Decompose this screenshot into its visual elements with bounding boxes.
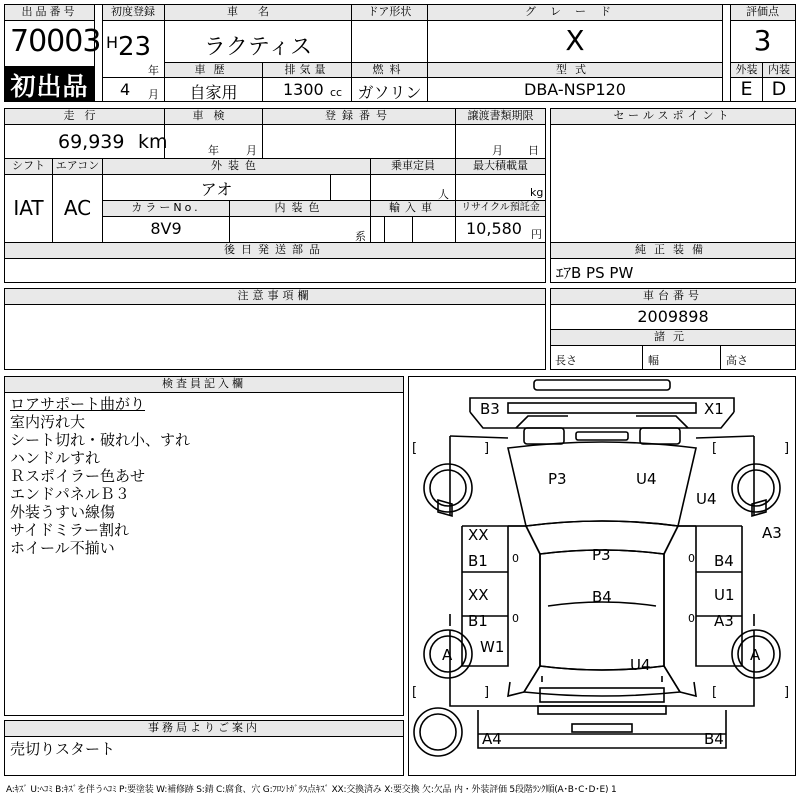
- mark-b4-roof: B4: [592, 588, 612, 606]
- equipment-value: ｴｱB PS PW: [556, 264, 634, 282]
- inspector-line: エンドパネルＢ３: [10, 485, 130, 503]
- inspection-label: 車検: [165, 109, 262, 124]
- inspection-month-unit: 月: [246, 144, 257, 157]
- displacement-label: 排気量: [263, 63, 351, 77]
- ac-value: AC: [63, 196, 92, 220]
- ac-label: エアコン: [53, 159, 102, 174]
- later-parts-label: 後日発送部品: [5, 243, 545, 258]
- mileage-unit: km: [138, 131, 168, 153]
- mark-a-right-rear-wheel: A: [750, 646, 761, 664]
- first-reg-month-unit: 月: [148, 88, 159, 101]
- inspector-line: 外装うすい線傷: [10, 503, 116, 521]
- legend: A:ｷｽﾞ U:ﾍｺﾐ B:ｷｽﾞを伴うﾍｺﾐ P:要塗装 W:補修跡 S:錆 C:腐食、穴 G:ﾌﾛﾝﾄｶﾞﾗｽ点ｷｽﾞ XX:交換済み X:要交換 欠:欠品 内・外装評価 5段階ﾗﾝｸ順(A･B･C･D･E) 1: [6, 785, 617, 795]
- equipment-label: 純正装備: [551, 243, 795, 258]
- sales-point-label: セールスポイント: [551, 109, 795, 124]
- bracket-open: [: [712, 441, 718, 456]
- ext-color: アオ: [200, 180, 233, 199]
- mark-p3-roof: P3: [592, 546, 611, 564]
- capacity-label: 乗車定員: [371, 159, 455, 174]
- recycle-value: 10,580: [466, 219, 522, 238]
- width-label: 幅: [648, 354, 659, 367]
- color-no: 8V9: [150, 219, 182, 238]
- displacement: 1300: [283, 80, 324, 99]
- door-handle-mark: 0: [512, 612, 519, 625]
- mark-b1-left-front-door: B1: [468, 552, 488, 570]
- shift-label: シフト: [5, 159, 52, 174]
- door-handle-mark: 0: [688, 612, 695, 625]
- bracket-close: ]: [784, 685, 790, 700]
- mark-u4-hood: U4: [636, 470, 657, 488]
- length-label: 長さ: [555, 354, 577, 367]
- door-handle-mark: 0: [512, 552, 519, 565]
- mark-u4-back-door: U4: [630, 656, 651, 674]
- fuel-label: 燃料: [352, 63, 427, 77]
- first-reg-month: 4: [120, 80, 131, 99]
- office-label: 事務局よりご案内: [5, 721, 403, 736]
- mark-u4-right-fender: U4: [696, 490, 717, 508]
- ext-grade: E: [740, 78, 753, 100]
- load-label: 最大積載量: [456, 159, 545, 174]
- dims-label: 諸元: [551, 330, 795, 345]
- office-message: 売切りスタート: [10, 740, 116, 758]
- mark-a-left-rear-wheel: A: [442, 646, 453, 664]
- fuel: ガソリン: [357, 83, 422, 102]
- mark-a3-right-rear-door: A3: [714, 612, 734, 630]
- door-label: ドア形状: [352, 5, 427, 21]
- car-diagram: [408, 376, 796, 776]
- mark-a4-rear-left: A4: [482, 730, 502, 748]
- mileage-label: 走行: [5, 109, 164, 124]
- inspector-line: 室内汚れ大: [10, 413, 86, 431]
- displacement-unit: cc: [330, 86, 343, 99]
- int-grade: D: [771, 78, 787, 100]
- inspector-label: 検査員記入欄: [5, 377, 403, 392]
- inspection-year-unit: 年: [208, 144, 219, 157]
- inspector-line: ロアサポート曲がり: [10, 395, 146, 413]
- inspector-line: シート切れ・破れ小、すれ: [10, 431, 191, 449]
- import-label: 輸入車: [371, 201, 455, 216]
- inspector-line: ハンドルすれ: [10, 449, 101, 467]
- int-color-label: 内装色: [230, 201, 370, 216]
- inspector-line: Ｒスポイラー色あせ: [10, 467, 146, 485]
- mark-b3-front-left: B3: [480, 400, 500, 418]
- color-no-label: カラーNo.: [103, 201, 229, 216]
- bracket-open: [: [412, 441, 418, 456]
- first-reg-year: 23: [118, 32, 152, 62]
- mark-xx-left-front-door: XX: [468, 526, 489, 544]
- mark-b4-rear-right: B4: [704, 730, 724, 748]
- history: 自家用: [189, 83, 238, 102]
- chassis-label: 車台番号: [551, 289, 795, 304]
- first-reg-era: H: [106, 33, 119, 52]
- mark-p3-hood: P3: [548, 470, 567, 488]
- recycle-label: リサイクル預託金: [456, 201, 545, 216]
- int-color-unit: 系: [355, 230, 366, 243]
- inspector-lines: [10, 395, 190, 557]
- mark-xx-left-rear-door: XX: [468, 586, 489, 604]
- mark-u1-right-rear-door: U1: [714, 586, 735, 604]
- grade-label: グレード: [428, 5, 722, 21]
- car-name-label: 車名: [165, 5, 351, 21]
- transfer-label: 譲渡書類期限: [456, 109, 545, 124]
- score-label: 評価点: [730, 5, 795, 21]
- history-label: 車歴: [165, 63, 262, 77]
- height-label: 高さ: [726, 354, 748, 367]
- bracket-close: ]: [484, 685, 490, 700]
- int-grade-label: 内装: [763, 63, 795, 77]
- bracket-close: ]: [784, 441, 790, 456]
- car-name: ラクティス: [203, 35, 313, 60]
- bracket-open: [: [412, 685, 418, 700]
- model-label: 型式: [428, 63, 722, 77]
- mileage-value: 69,939: [58, 131, 125, 153]
- transfer-month-unit: 月: [492, 144, 503, 157]
- mark-b1-left-rear-door: B1: [468, 612, 488, 630]
- mark-b4-right-front-door: B4: [714, 552, 734, 570]
- shift-value: IAT: [13, 196, 44, 220]
- bracket-close: ]: [484, 441, 490, 456]
- ext-grade-label: 外装: [731, 63, 762, 77]
- reg-no-label: 登録番号: [263, 109, 455, 124]
- recycle-unit: 円: [531, 228, 542, 241]
- bracket-open: [: [712, 685, 718, 700]
- inspector-line: ホイール不揃い: [10, 539, 115, 557]
- inspector-line: サイドミラー割れ: [10, 521, 129, 539]
- capacity-unit: 人: [438, 188, 449, 201]
- model: DBA-NSP120: [524, 80, 626, 99]
- mark-w1-left-rear: W1: [480, 638, 505, 656]
- mark-x1-front-right: X1: [704, 400, 724, 418]
- mark-a3-right-front: A3: [762, 524, 782, 542]
- score: 3: [753, 24, 772, 57]
- first-reg-year-unit: 年: [148, 64, 159, 77]
- notes-label: 注意事項欄: [5, 289, 545, 304]
- ext-color-label: 外装色: [103, 159, 370, 174]
- chassis-number: 2009898: [637, 307, 709, 326]
- load-unit: kg: [530, 186, 544, 199]
- transfer-day-unit: 日: [528, 144, 539, 157]
- lot-number: 70003: [10, 24, 101, 59]
- first-reg-label: 初度登録: [102, 5, 164, 21]
- first-listing-text: 初出品: [10, 72, 89, 101]
- door-handle-mark: 0: [688, 552, 695, 565]
- grade: X: [565, 24, 585, 57]
- lot-number-label: 出品番号: [5, 5, 94, 21]
